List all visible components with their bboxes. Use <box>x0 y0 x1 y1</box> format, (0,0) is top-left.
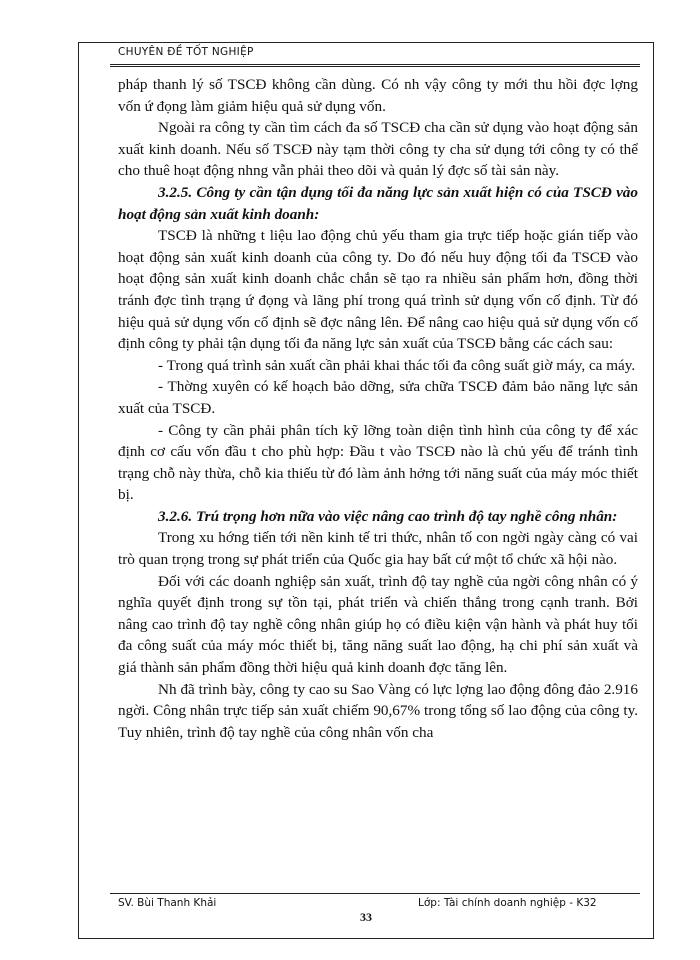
paragraph: Trong xu hớng tiến tới nền kinh tế tri thức, nhân tố con ngời ngày càng có vai trò quan trọng trong sự phát triển của Quốc gia hay bất cứ một tổ chức xã hội nào. <box>118 529 638 569</box>
footer-class: Lớp: Tài chính doanh nghiệp - K32 <box>418 897 597 909</box>
footer-author: SV. Bùi Thanh Khải <box>118 897 217 909</box>
paragraph: Nh đã trình bày, công ty cao su Sao Vàng có lực lợng lao động đông đảo 2.916 ngời. Công nhân trực tiếp sản xuất chiếm 90,67% trong tổng số lao động của công ty. Tuy nhiên, trình độ tay nghề của công nhân vốn cha <box>118 680 638 741</box>
section-heading-3-2-6: 3.2.6. Trú trọng hơn nữa vào việc nâng cao trình độ tay nghề công nhân: <box>158 507 618 525</box>
section-heading-3-2-5: 3.2.5. Công ty cần tận dụng tối đa năng lực sản xuất hiện có của TSCĐ vào hoạt động sản xuất kinh doanh: <box>118 183 638 223</box>
paragraph: TSCĐ là những t liệu lao động chủ yếu tham gia trực tiếp hoặc gián tiếp vào hoạt động sản xuất kinh doanh của công ty. Do đó nếu huy động tối đa TSCĐ vào hoạt động sản xuất kinh doanh chắc chắn sẽ tạo ra nhiều sản phẩm hơn, đồng thời tránh đợc tình trạng ứ đọng và lãng phí trong quá trình sử dụng vốn cố định. Từ đó hiệu quả sử dụng vốn cố định sẽ đợc nâng lên. Để nâng cao hiệu quả sử dụng vốn cố định công ty phải tận dụng tối đa năng lực sản xuất của TSCĐ bằng các cách sau: <box>118 227 638 353</box>
list-item: - Trong quá trình sản xuất cần phải khai thác tối đa công suất giờ máy, ca máy. <box>158 356 636 374</box>
document-body <box>118 74 638 743</box>
list-item: - Thờng xuyên có kế hoạch bảo dỡng, sửa chữa TSCĐ đảm bảo năng lực sản xuất của TSCĐ. <box>118 378 638 417</box>
header-rule <box>110 64 640 67</box>
paragraph: Đối với các doanh nghiệp sản xuất, trình độ tay nghề của ngời công nhân có ý nghĩa quyết định trong sự tồn tại, phát triển và chiến thắng trong cạnh tranh. Bởi nâng cao trình độ tay nghề công nhân giúp họ có điều kiện vận hành và phát huy tối đa công suất của máy móc thiết bị, tăng năng suất lao động, hạ chi phí sản xuất và giá thành sản phẩm đồng thời hiệu quả kinh doanh đợc tăng lên. <box>118 572 638 677</box>
footer-rule <box>110 893 640 894</box>
paragraph: Ngoài ra công ty cần tìm cách đa số TSCĐ cha cần sử dụng vào hoạt động sản xuất kinh doanh. Nếu số TSCĐ này tạm thời công ty cha sử dụng tới công ty có thể cho thuê hoạt động nhng vẫn phải theo dõi và quản lý đợc số tài sản này. <box>118 119 638 180</box>
page-header-title: CHUYÊN ĐỀ TỐT NGHIỆP <box>118 46 254 58</box>
list-item: - Công ty cần phải phân tích kỹ lỡng toàn diện tình hình của công ty để xác định cơ cấu vốn đầu t cho phù hợp: Đầu t vào TSCĐ nào là chủ yếu để tránh tình trạng chỗ này thừa, chỗ kia thiếu từ đó làm ảnh hởng tới năng suất của máy móc thiết bị. <box>118 421 638 504</box>
paragraph: pháp thanh lý số TSCĐ không cần dùng. Có nh vậy công ty mới thu hồi đợc lợng vốn ứ đọng làm giảm hiệu quả sử dụng vốn. <box>118 76 638 115</box>
page-number: 33 <box>360 910 372 924</box>
